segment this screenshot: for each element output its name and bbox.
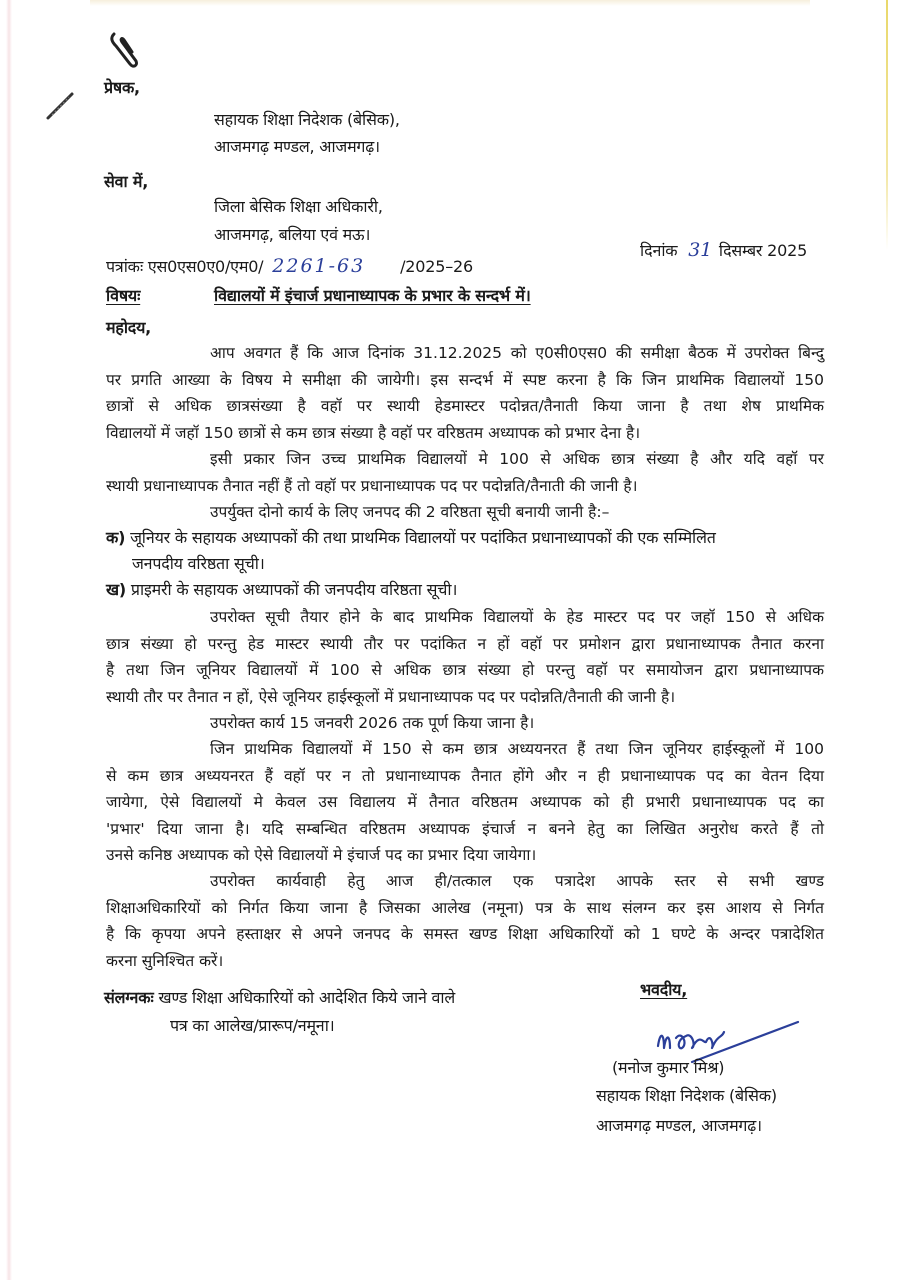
body-line: जिन प्राथमिक विद्यालयों में 150 से कम छात्र अध्ययनरत हैं तथा जिन जूनियर हाईस्कूलों में 100 xyxy=(210,740,824,758)
recipient-line1: जिला बेसिक शिक्षा अधिकारी, xyxy=(214,197,383,216)
closing: भवदीय, xyxy=(640,980,688,999)
list-item-ka xyxy=(106,528,824,548)
recipient-label: सेवा में, xyxy=(104,172,149,191)
reference-number xyxy=(106,256,473,277)
body-paragraph-3 xyxy=(106,499,824,526)
sender-line1: सहायक शिक्षा निदेशक (बेसिक), xyxy=(214,110,400,129)
body-paragraph-5 xyxy=(106,710,824,737)
list-marker: क) xyxy=(106,528,126,547)
body-line: करना सुनिश्चित करें। xyxy=(106,951,224,970)
body-line: उपर्युक्त दोनो कार्य के लिए जनपद की 2 वरिष्ठता सूची बनायी जानी है:– xyxy=(210,503,610,521)
subject-text: विद्यालयों में इंचार्ज प्रधानाध्यापक के प्रभार के सन्दर्भ में। xyxy=(214,286,531,305)
subject-label: विषयः xyxy=(106,286,141,305)
list-item-kha xyxy=(106,580,457,600)
enclosure-line2: पत्र का आलेख/प्रारूप/नमूना। xyxy=(170,1016,335,1035)
sender-label: प्रेषक, xyxy=(104,78,140,97)
body-line: उपरोक्त सूची तैयार होने के बाद प्राथमिक विद्यालयों के हेड मास्टर पद पर जहॉ 150 से अधिक xyxy=(210,608,824,626)
body-line: 'प्रभार' दिया जाना है। यदि सम्बन्धित वरिष्ठतम अध्यापक इंचार्ज न बनने हेतु का लिखित अनुरोध करते हैं तो xyxy=(106,819,824,838)
reference-year: /2025–26 xyxy=(400,257,473,276)
body-line: आप अवगत हैं कि आज दिनांक 31.12.2025 को ए0सी0एस0 की समीक्षा बैठक में उपरोक्त बिन्दु xyxy=(210,344,824,362)
signatory-office: आजमगढ़ मण्डल, आजमगढ़। xyxy=(596,1116,762,1135)
body-line: स्थायी तौर पर तैनात न हों, ऐसे जूनियर हाईस्कूलों में प्रधानाध्यापक पद पर पदोन्नति/तैनाती की जानी है। xyxy=(106,687,676,706)
list-item-line1: प्राइमरी के सहायक अध्यापकों की जनपदीय वरिष्ठता सूची। xyxy=(130,580,458,599)
body-line: स्थायी प्रधानाध्यापक तैनात नहीं हैं तो वहॉ पर प्रधानाध्यापक पद पर पदोन्नति/तैनाती की जानी है। xyxy=(106,476,638,495)
paper-clip-icon xyxy=(110,30,140,70)
body-paragraph-2 xyxy=(106,446,824,499)
body-paragraph-6 xyxy=(106,736,824,869)
paper-right-edge xyxy=(886,0,888,250)
pencil-mark-icon xyxy=(44,88,78,122)
list-item-line1: जूनियर के सहायक अध्यापकों की तथा प्राथमिक विद्यालयों पर पदांकित प्रधानाध्यापकों की एक सम्मिलित xyxy=(130,528,716,547)
body-line: इसी प्रकार जिन उच्च प्राथमिक विद्यालयों मे 100 से अधिक छात्र संख्या है और यदि वहॉ पर xyxy=(210,450,824,468)
body-line: उपरोक्त कार्यवाही हेतु आज ही/तत्काल एक पत्रादेश आपके स्तर से सभी खण्ड xyxy=(210,872,824,890)
body-line: विद्यालयों में जहॉ 150 छात्रों से कम छात्र संख्या है वहॉ पर वरिष्ठतम अध्यापक को प्रभार देना है। xyxy=(106,423,641,442)
signatory-name: (मनोज कुमार मिश्र) xyxy=(612,1058,725,1077)
body-paragraph-1 xyxy=(106,340,824,446)
body-line: छात्रों से अधिक छात्रसंख्या है वहॉ पर स्थायी हेडमास्टर पदोन्नत/तैनाती किया जाना है तथा शेष प्राथमिक xyxy=(106,397,824,415)
body-line: जायेगा, ऐसे विद्यालयों मे केवल उस विद्यालय में तैनात वरिष्ठतम अध्यापक को ही प्रभारी प्रधानाध्यापक पद का xyxy=(106,793,824,811)
list-item-ka-line2: जनपदीय वरिष्ठता सूची। xyxy=(132,554,265,573)
body-line: छात्र संख्या हो परन्तु हेड मास्टर स्थायी तौर पर पदांकित न हों वहॉ पर प्रमोशन द्वारा प्रधानाध्यापक तैनात करना xyxy=(106,634,824,653)
enclosure xyxy=(104,988,455,1008)
body-line: है तथा जिन जूनियर विद्यालयों में 100 से अधिक छात्र संख्या हो परन्तु वहॉ पर समायोजन द्वारा प्रधानाध्यापक xyxy=(106,661,824,679)
body-paragraph-7 xyxy=(106,868,824,974)
body-paragraph-4 xyxy=(106,604,824,710)
paper-top-tint xyxy=(90,0,810,6)
list-marker: ख) xyxy=(106,580,127,599)
signatory-designation: सहायक शिक्षा निदेशक (बेसिक) xyxy=(596,1086,777,1105)
enclosure-line1: खण्ड शिक्षा अधिकारियों को आदेशित किये जाने वाले xyxy=(158,988,456,1007)
body-line: उनसे कनिष्ठ अध्यापक को ऐसे विद्यालयों मे इंचार्ज पद का प्रभार दिया जायेगा। xyxy=(106,846,537,864)
salutation: महोदय, xyxy=(106,318,152,337)
reference-handwritten-number: 2261-63 xyxy=(272,255,366,277)
recipient-line2: आजमगढ़, बलिया एवं मऊ। xyxy=(214,225,371,244)
body-line: पर प्रगति आख्या के विषय मे समीक्षा की जायेगी। इस सन्दर्भ में स्पष्ट करना है कि जिन प्राथमिक विद्यालयों 150 xyxy=(106,370,824,389)
body-line: उपरोक्त कार्य 15 जनवरी 2026 तक पूर्ण किया जाना है। xyxy=(210,714,535,732)
date-month-year: दिसम्बर 2025 xyxy=(718,241,808,260)
body-line: से कम छात्र अध्ययनरत हैं वहॉ पर न तो प्रधानाध्यापक तैनात होंगे और न ही प्रधानाध्यापक पद का वेतन दिया xyxy=(106,766,824,785)
letter-date xyxy=(640,240,807,261)
reference-label: पत्रांकः एस0एस0ए0/एम0/ xyxy=(106,257,264,276)
body-line: शिक्षाअधिकारियों को निर्गत किया जाना है जिसका आलेख (नमूना) पत्र के साथ संलग्न कर इस आशय से निर्गत xyxy=(106,898,824,917)
enclosure-label: संलग्नकः xyxy=(104,988,154,1007)
date-label: दिनांक xyxy=(640,241,678,260)
date-handwritten-day: 31 xyxy=(688,239,713,261)
paper-left-edge xyxy=(6,0,12,1280)
body-line: है कि कृपया अपने हस्ताक्षर से अपने जनपद के समस्त खण्ड शिक्षा अधिकारियों को 1 घण्टे के अन्दर पत्रादेशित xyxy=(106,925,824,943)
sender-line2: आजमगढ़ मण्डल, आजमगढ़। xyxy=(214,137,380,156)
